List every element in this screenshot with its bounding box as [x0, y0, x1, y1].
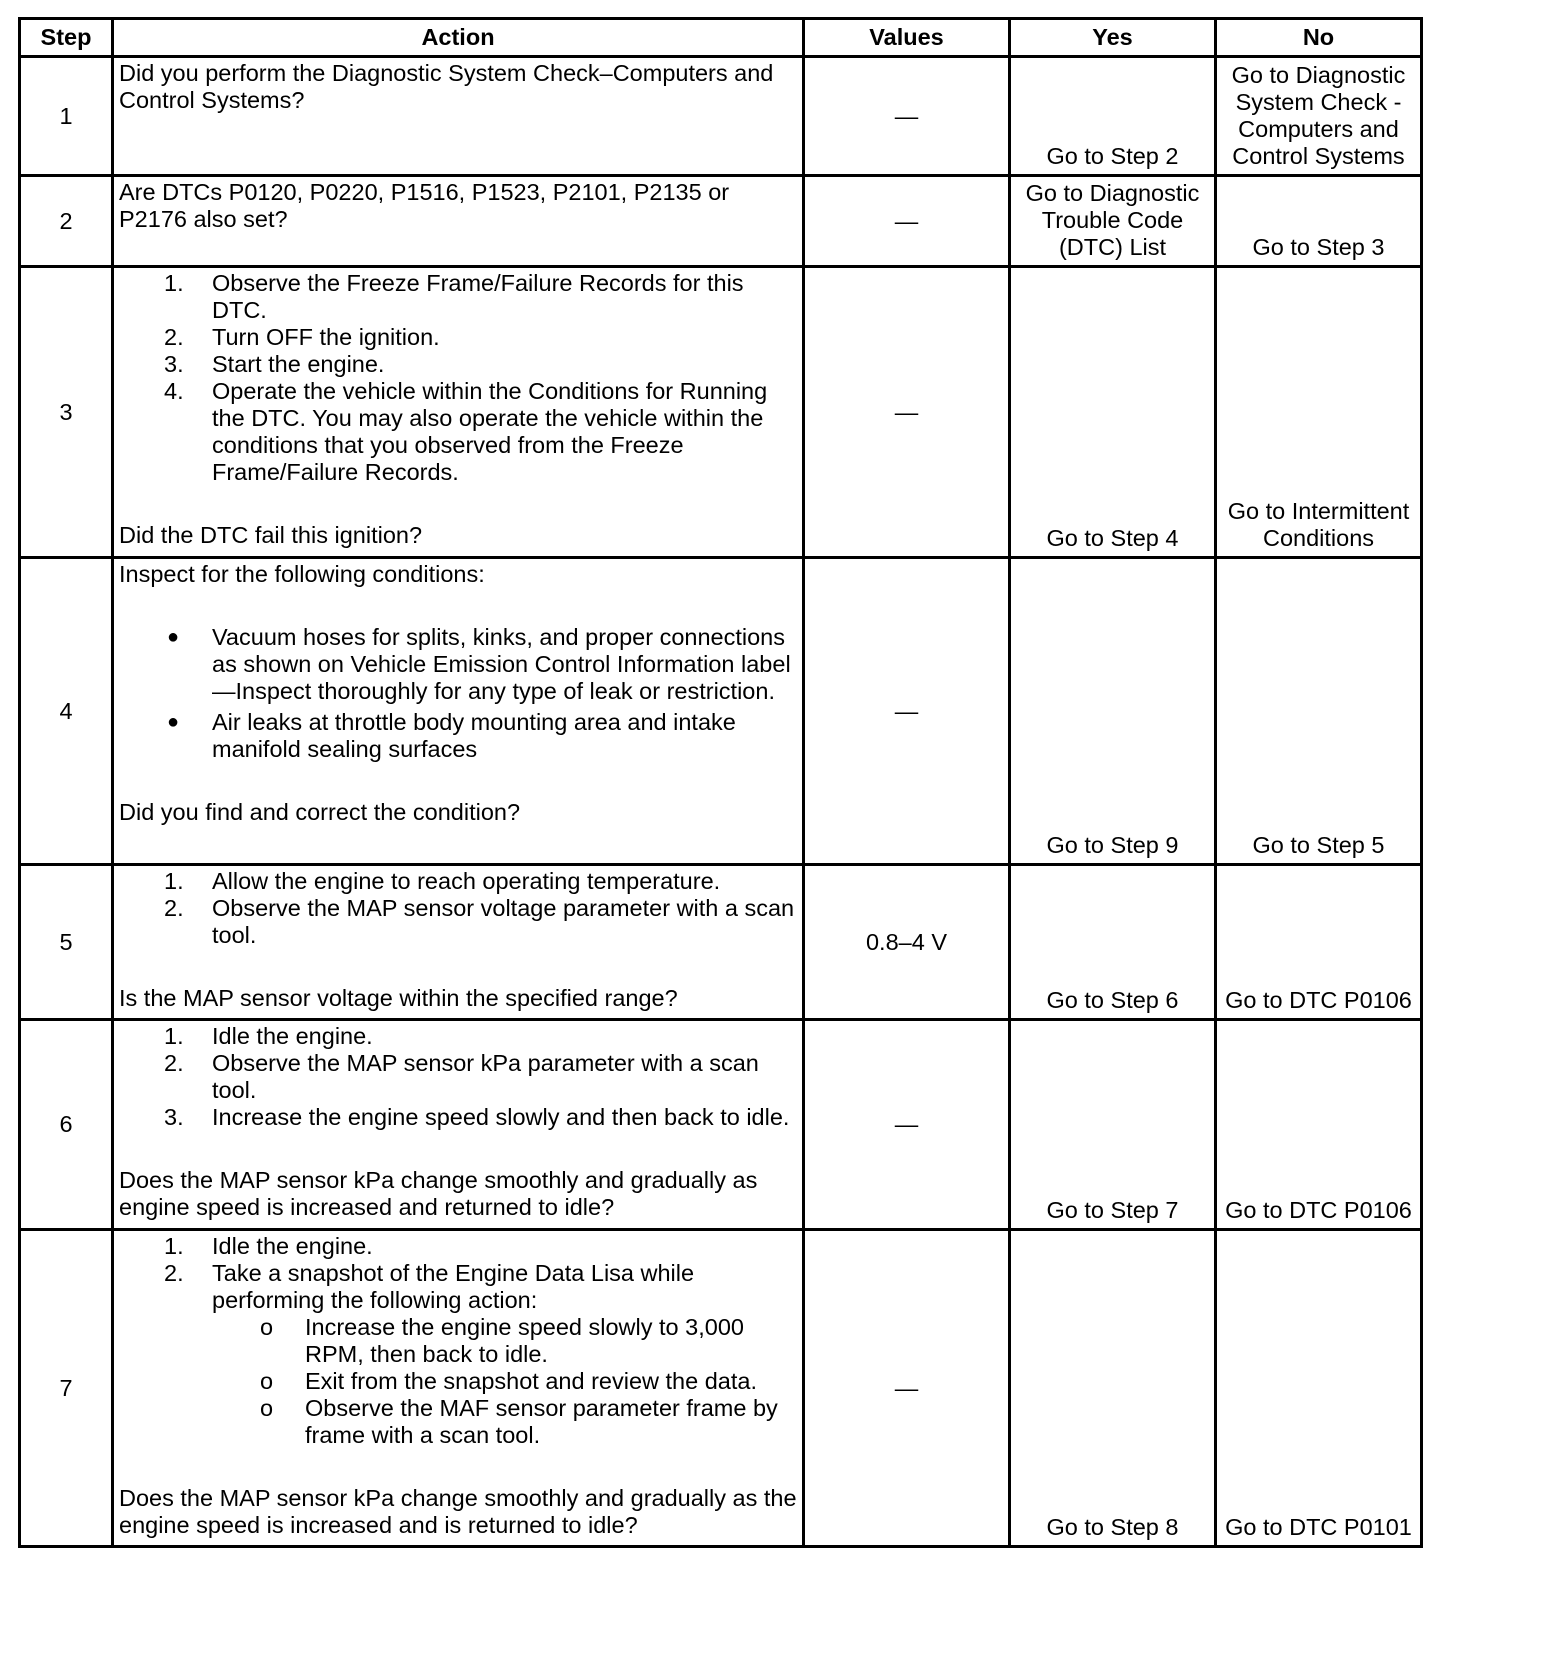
action-intro: Inspect for the following conditions:	[119, 561, 485, 587]
action-question: Is the MAP sensor voltage within the specified range?	[119, 985, 678, 1011]
values-cell	[804, 57, 1010, 176]
values-cell	[804, 1020, 1010, 1230]
header-step: Step	[20, 19, 113, 57]
yes-cell: Go to Diagnostic Trouble Code (DTC) List	[1010, 176, 1216, 267]
yes-cell: Go to Step 8	[1010, 1230, 1216, 1547]
step-number: 7	[20, 1230, 113, 1547]
values-cell	[804, 558, 1010, 865]
action-question: Did you perform the Diagnostic System Check–Computers and Control Systems?	[119, 60, 774, 113]
yes-cell: Go to Step 4	[1010, 267, 1216, 558]
header-row	[20, 19, 1422, 57]
sub-list-item	[212, 1368, 798, 1395]
list-item	[119, 378, 798, 486]
item-text: Idle the engine.	[212, 1023, 373, 1049]
item-number: 1.	[164, 1233, 184, 1259]
item-text: Air leaks at throttle body mounting area and intake manifold sealing surfaces	[212, 709, 736, 762]
action-subitems	[119, 1314, 798, 1449]
list-item	[119, 270, 798, 324]
table-row	[20, 1230, 1422, 1547]
header-action: Action	[113, 19, 804, 57]
no-cell: Go to Diagnostic System Check - Computers and Control Systems	[1216, 57, 1422, 176]
item-text: Observe the MAF sensor parameter frame by frame with a scan tool.	[305, 1395, 778, 1448]
diagnostic-table	[18, 17, 1423, 1548]
value-text: —	[894, 207, 919, 234]
table-row	[20, 865, 1422, 1020]
action-cell	[113, 57, 804, 176]
action-question: Did the DTC fail this ignition?	[119, 522, 423, 548]
action-cell	[113, 267, 804, 558]
header-yes: Yes	[1010, 19, 1216, 57]
list-item	[119, 1050, 798, 1104]
header-no: No	[1216, 19, 1422, 57]
values-cell	[804, 176, 1010, 267]
list-item	[119, 709, 798, 763]
no-cell: Go to Step 3	[1216, 176, 1422, 267]
table-row	[20, 558, 1422, 865]
list-item	[119, 324, 798, 351]
item-number: 3.	[164, 1104, 184, 1130]
list-item	[119, 1104, 798, 1131]
yes-cell: Go to Step 9	[1010, 558, 1216, 865]
item-number: 1.	[164, 868, 184, 894]
sub-list-item	[212, 1314, 798, 1368]
bullet-icon: ●	[167, 626, 180, 648]
list-item	[119, 1260, 798, 1449]
action-cell	[113, 1020, 804, 1230]
value-text: —	[894, 398, 919, 425]
action-steps	[119, 1023, 798, 1131]
item-number: 2.	[164, 895, 184, 921]
item-number: 2.	[164, 324, 184, 350]
step-number: 3	[20, 267, 113, 558]
no-cell: Go to DTC P0106	[1216, 1020, 1422, 1230]
item-text: Allow the engine to reach operating temperature.	[212, 868, 721, 894]
action-cell	[113, 865, 804, 1020]
item-text: Exit from the snapshot and review the data.	[305, 1368, 757, 1394]
item-text: Observe the Freeze Frame/Failure Records for this DTC.	[212, 270, 744, 323]
item-text: Vacuum hoses for splits, kinks, and proper connections as shown on Vehicle Emission Control Information label—Inspect thoroughly for any type of leak or restriction.	[212, 624, 791, 704]
yes-cell: Go to Step 2	[1010, 57, 1216, 176]
item-number: 2.	[164, 1260, 184, 1286]
list-item	[119, 895, 798, 949]
values-cell	[804, 267, 1010, 558]
header-values: Values	[804, 19, 1010, 57]
item-text: Start the engine.	[212, 351, 385, 377]
action-bullets	[119, 624, 798, 763]
list-item	[119, 624, 798, 705]
action-cell	[113, 176, 804, 267]
circle-bullet-icon: o	[260, 1395, 274, 1421]
list-item	[119, 868, 798, 895]
values-cell	[804, 865, 1010, 1020]
item-number: 1.	[164, 1023, 184, 1049]
item-text: Increase the engine speed slowly and then back to idle.	[212, 1104, 790, 1130]
table-row	[20, 176, 1422, 267]
no-cell: Go to Intermittent Conditions	[1216, 267, 1422, 558]
circle-bullet-icon: o	[260, 1314, 274, 1340]
action-question: Does the MAP sensor kPa change smoothly and gradually as engine speed is increased and returned to idle?	[119, 1167, 758, 1220]
table-row	[20, 1020, 1422, 1230]
action-cell	[113, 1230, 804, 1547]
value-text: —	[894, 697, 919, 724]
yes-cell: Go to Step 7	[1010, 1020, 1216, 1230]
item-text: Operate the vehicle within the Conditions for Running the DTC. You may also operate the vehicle within the conditions that you observed from the Freeze Frame/Failure Records.	[212, 378, 768, 485]
table-row	[20, 267, 1422, 558]
value-text: —	[894, 1374, 919, 1401]
action-question: Did you find and correct the condition?	[119, 799, 521, 825]
table-row	[20, 57, 1422, 176]
list-item	[119, 1233, 798, 1260]
list-item	[119, 1023, 798, 1050]
action-steps	[119, 270, 798, 486]
sub-list-item	[212, 1395, 798, 1449]
action-cell	[113, 558, 804, 865]
yes-cell: Go to Step 6	[1010, 865, 1216, 1020]
action-question: Are DTCs P0120, P0220, P1516, P1523, P2101, P2135 or P2176 also set?	[119, 179, 730, 232]
item-text: Idle the engine.	[212, 1233, 373, 1259]
step-number: 6	[20, 1020, 113, 1230]
action-steps	[119, 1233, 798, 1449]
step-number: 4	[20, 558, 113, 865]
circle-bullet-icon: o	[260, 1368, 274, 1394]
no-cell: Go to Step 5	[1216, 558, 1422, 865]
list-item	[119, 351, 798, 378]
item-number: 2.	[164, 1050, 184, 1076]
step-number: 1	[20, 57, 113, 176]
values-cell	[804, 1230, 1010, 1547]
item-number: 4.	[164, 378, 184, 404]
bullet-icon: ●	[167, 711, 180, 733]
value-text: —	[894, 1111, 919, 1137]
item-text: Increase the engine speed slowly to 3,000 RPM, then back to idle.	[305, 1314, 744, 1367]
action-question: Does the MAP sensor kPa change smoothly and gradually as the engine speed is increased and is returned to idle?	[119, 1485, 797, 1538]
item-text: Turn OFF the ignition.	[212, 324, 440, 350]
no-cell: Go to DTC P0106	[1216, 865, 1422, 1020]
no-cell: Go to DTC P0101	[1216, 1230, 1422, 1547]
item-text: Observe the MAP sensor kPa parameter with a scan tool.	[212, 1050, 759, 1103]
item-number: 1.	[164, 270, 184, 296]
item-text: Take a snapshot of the Engine Data Lisa while performing the following action:	[212, 1260, 695, 1313]
step-number: 5	[20, 865, 113, 1020]
value-text: —	[894, 102, 919, 129]
item-number: 3.	[164, 351, 184, 377]
value-text: 0.8–4 V	[865, 928, 947, 955]
action-steps	[119, 868, 798, 949]
item-text: Observe the MAP sensor voltage parameter with a scan tool.	[212, 895, 795, 948]
step-number: 2	[20, 176, 113, 267]
